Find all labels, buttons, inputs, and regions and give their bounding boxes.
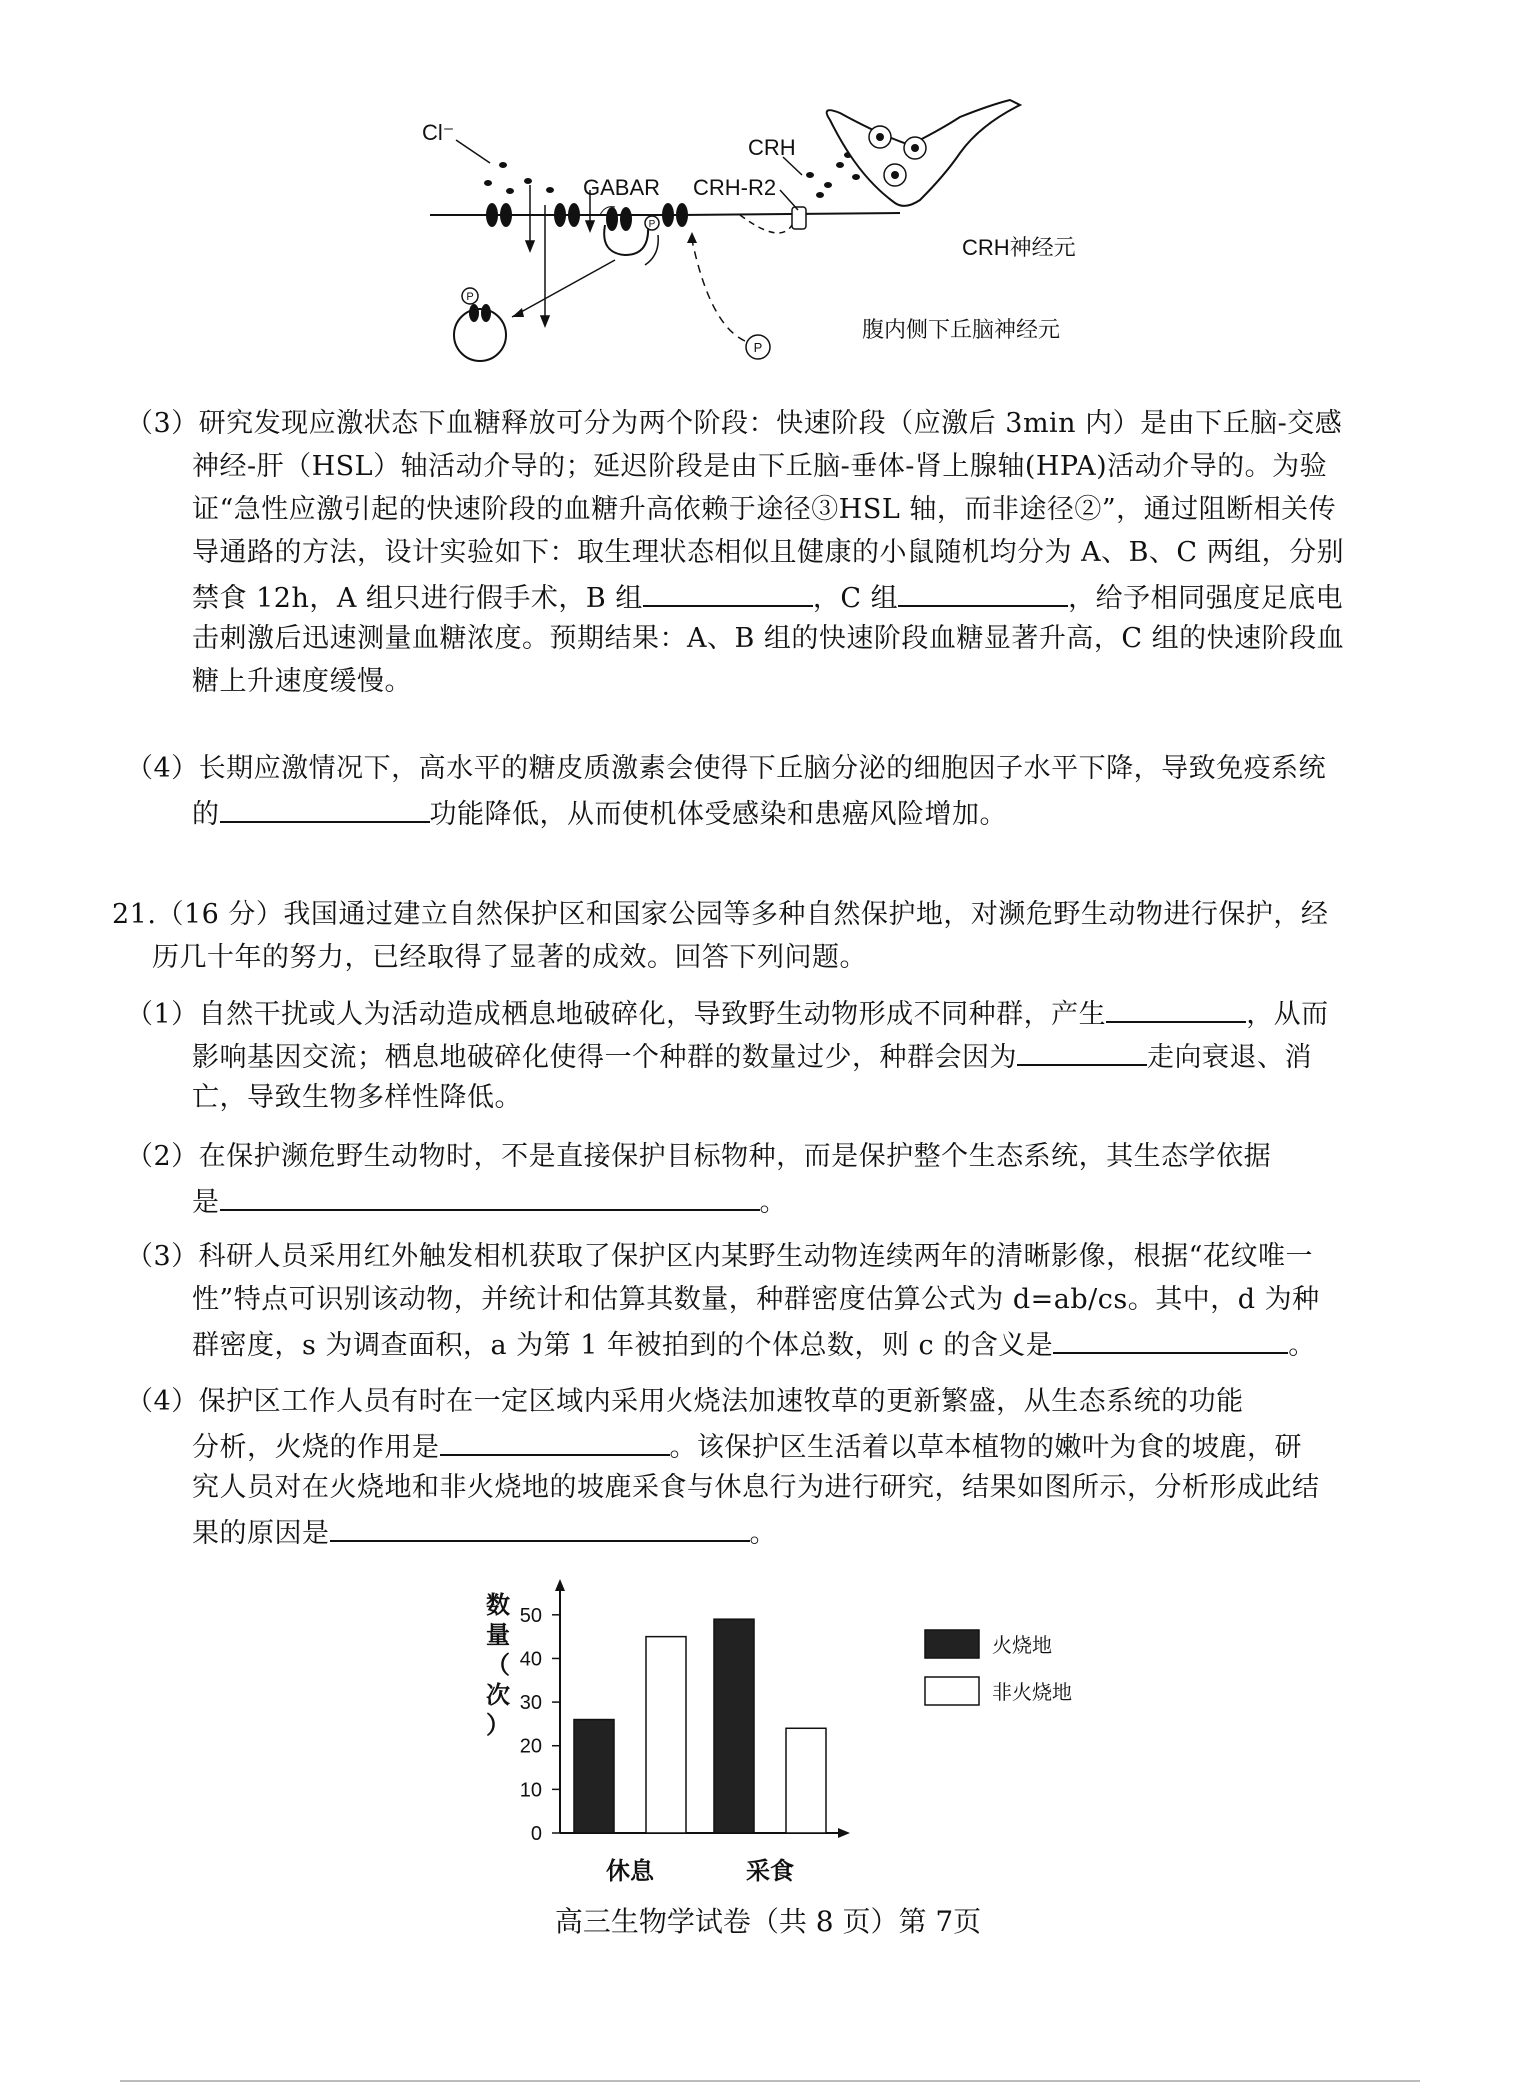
answer-blank-b[interactable] <box>643 579 813 607</box>
y-tick-label: 40 <box>519 1648 542 1671</box>
y-axis-label-char: ） <box>486 1712 510 1739</box>
q21-p2c: 。 <box>759 1187 787 1218</box>
q21-stem <box>112 898 1442 978</box>
q21-p4-line1: （4）保护区工作人员有时在一定区域内采用火烧法加速牧草的更新繁盛，从生态系统的功能 <box>126 1386 1244 1417</box>
q21-p1b: ，从而 <box>1246 999 1329 1030</box>
q20-p4-line2b: 功能降低，从而使机体受感染和患癌风险增加。 <box>429 799 1007 830</box>
answer-blank-c-meaning[interactable] <box>1053 1326 1288 1354</box>
q21-p4f: 。 <box>749 1518 777 1549</box>
q20-p3-line7: 糖上升速度缓慢。 <box>192 666 412 697</box>
q20-p3-line5b: ，C 组 <box>812 583 899 614</box>
bar-unburned-1 <box>786 1728 826 1833</box>
q21-p3d: 。 <box>1288 1330 1316 1361</box>
vmh-neuron-label: 腹内侧下丘脑神经元 <box>862 317 1061 342</box>
internalization-arrow <box>512 260 615 317</box>
crh-label: CRH <box>748 135 796 160</box>
q20-p3-line5a: 禁食 12h，A 组只进行假手术，B 组 <box>192 583 643 614</box>
x-tick-label: 采食 <box>746 1858 794 1885</box>
crh-dashed-link <box>740 215 792 233</box>
phospho-vesicle-label: P <box>466 291 474 303</box>
y-tick-label: 30 <box>519 1692 542 1715</box>
y-tick-label: 0 <box>530 1823 542 1845</box>
legend-label: 非火烧地 <box>992 1682 1072 1704</box>
q21-p4e: 果的原因是 <box>192 1518 330 1549</box>
bar-burned-0 <box>574 1720 614 1833</box>
chloride-ions <box>484 162 554 194</box>
q21-p4b: 分析，火烧的作用是 <box>192 1432 440 1463</box>
q20-p4-line2a: 的 <box>192 799 220 830</box>
q21-part4 <box>126 1385 1436 1560</box>
bar-burned-1 <box>714 1619 754 1833</box>
y-tick-label: 10 <box>519 1779 542 1802</box>
y-axis-label-char: 量 <box>486 1622 510 1649</box>
y-axis-label-char: 数 <box>486 1592 510 1619</box>
q21-p4-line2 <box>192 1428 1302 1465</box>
q21-part3 <box>126 1240 1436 1370</box>
q20-p4-line2 <box>192 795 1007 832</box>
q20-part4 <box>126 752 1436 842</box>
q20-p3-line1: （3）研究发现应激状态下血糖释放可分为两个阶段：快速阶段（应激后 3min 内）是由下丘脑-交感 <box>126 408 1343 439</box>
q21-p2b: 是 <box>192 1187 220 1218</box>
q20-p3-line3: 证“急性应激引起的快速阶段的血糖升高依赖于途径③HSL 轴，而非途径②”，通过阻断相关传 <box>192 494 1337 525</box>
bar-unburned-0 <box>646 1637 686 1833</box>
crh-neuron-label: CRH神经元 <box>962 235 1076 260</box>
answer-blank-reason[interactable] <box>330 1514 750 1542</box>
q20-p3-line5c: ，给予相同强度足底电 <box>1068 583 1344 614</box>
answer-blank-immune[interactable] <box>220 795 430 823</box>
q20-p4-line1: （4）长期应激情况下，高水平的糖皮质激素会使得下丘脑分泌的细胞因子水平下降，导致免疫系统 <box>126 753 1327 784</box>
crh-channel <box>792 207 806 229</box>
legend-swatch <box>925 1630 979 1658</box>
q21-p3-line1: （3）科研人员采用红外触发相机获取了保护区内某野生动物连续两年的清晰影像，根据“花纹唯一 <box>126 1241 1313 1272</box>
y-axis-label-char: 次 <box>486 1682 510 1709</box>
q21-stem-line2: 历几十年的努力，已经取得了显著的成效。回答下列问题。 <box>152 942 867 973</box>
q21-p1d: 走向衰退、消 <box>1147 1042 1312 1073</box>
q20-p3-line6: 击刺激后迅速测量血糖浓度。预期结果：A、B 组的快速阶段血糖显著升高，C 组的快速阶段血 <box>192 623 1345 654</box>
behavior-bar-chart <box>470 1575 1110 1895</box>
dashed-arrow <box>692 240 745 341</box>
q21-p1-line3: 亡，导致生物多样性降低。 <box>192 1082 522 1113</box>
page-footer: 高三生物学试卷（共 8 页）第 7页 <box>554 1905 982 1938</box>
chart-bars <box>574 1619 826 1833</box>
phospho-free-label: P <box>753 340 763 355</box>
q21-p4-line3: 究人员对在火烧地和非火烧地的坡鹿采食与休息行为进行研究，结果如图所示，分析形成此结 <box>192 1472 1320 1503</box>
q21-p1-line1 <box>126 995 1329 1032</box>
y-tick-label: 50 <box>519 1604 542 1627</box>
internalized-vesicle <box>454 309 506 361</box>
vesicle-receptor-2 <box>481 304 491 322</box>
q20-part3 <box>126 407 1436 727</box>
phospho-small-label: P <box>648 219 656 230</box>
answer-blank-c[interactable] <box>898 579 1068 607</box>
q21-part2 <box>126 1140 1436 1230</box>
q21-p4-line4 <box>192 1514 777 1551</box>
y-axis-label-char: （ <box>486 1652 510 1679</box>
q21-p4c: 。该保护区生活着以草本植物的嫩叶为食的坡鹿，研 <box>669 1432 1302 1463</box>
cl-pointer <box>456 140 490 163</box>
q20-p3-line2: 神经-肝（HSL）轴活动介导的；延迟阶段是由下丘脑-垂体-肾上腺轴(HPA)活动介导的。为验 <box>192 451 1328 482</box>
crhr2-label: CRH-R2 <box>693 175 777 200</box>
q21-p1-line2 <box>192 1038 1312 1075</box>
answer-blank-decline-reason[interactable] <box>1017 1038 1147 1066</box>
q21-p2-line1: （2）在保护濒危野生动物时，不是直接保护目标物种，而是保护整个生态系统，其生态学依据 <box>126 1141 1272 1172</box>
gabar-label: GABAR <box>583 175 661 200</box>
q20-p3-line5 <box>192 579 1343 616</box>
dashed-arrowhead <box>687 232 697 243</box>
x-tick-label: 休息 <box>606 1858 654 1885</box>
neuron-diagram <box>400 95 1100 405</box>
crhr2-pointer <box>780 190 798 210</box>
q21-p3-line3 <box>192 1326 1316 1363</box>
q20-p3-line4: 导通路的方法，设计实验如下：取生理状态相似且健康的小鼠随机均分为 A、B、C 两组，分别 <box>192 537 1345 568</box>
q21-p2-line2 <box>192 1183 787 1220</box>
q21-p3-line2: 性”特点可识别该动物，并统计和估算其数量，种群密度估算公式为 d=ab/cs。其中，d 为种 <box>192 1284 1320 1315</box>
legend-label: 火烧地 <box>992 1635 1052 1657</box>
x-axis-arrow <box>838 1828 850 1838</box>
vesicle-receptor-1 <box>469 304 479 322</box>
cl-label: Cl⁻ <box>422 120 455 145</box>
answer-blank-fire-effect[interactable] <box>440 1428 670 1456</box>
q21-stem-line1: 21.（16 分）我国通过建立自然保护区和国家公园等多种自然保护地，对濒危野生动物进行保护，经 <box>112 899 1329 930</box>
legend-swatch <box>925 1677 979 1705</box>
q21-part1 <box>126 995 1436 1125</box>
chart-legend <box>925 1630 1072 1705</box>
q21-p1c: 影响基因交流；栖息地破碎化使得一个种群的数量过少，种群会因为 <box>192 1042 1017 1073</box>
y-tick-label: 20 <box>519 1735 542 1758</box>
answer-blank-isolation[interactable] <box>1106 995 1246 1023</box>
internalization-arrowhead <box>512 308 524 317</box>
answer-blank-ecology-basis[interactable] <box>220 1183 760 1211</box>
q21-p1a: （1）自然干扰或人为活动造成栖息地破碎化，导致野生动物形成不同种群，产生 <box>126 999 1107 1030</box>
q21-p3c: 群密度，s 为调查面积，a 为第 1 年被拍到的个体总数，则 c 的含义是 <box>192 1330 1054 1361</box>
y-axis-arrow <box>555 1579 565 1591</box>
bottom-rule <box>120 2080 1420 2082</box>
